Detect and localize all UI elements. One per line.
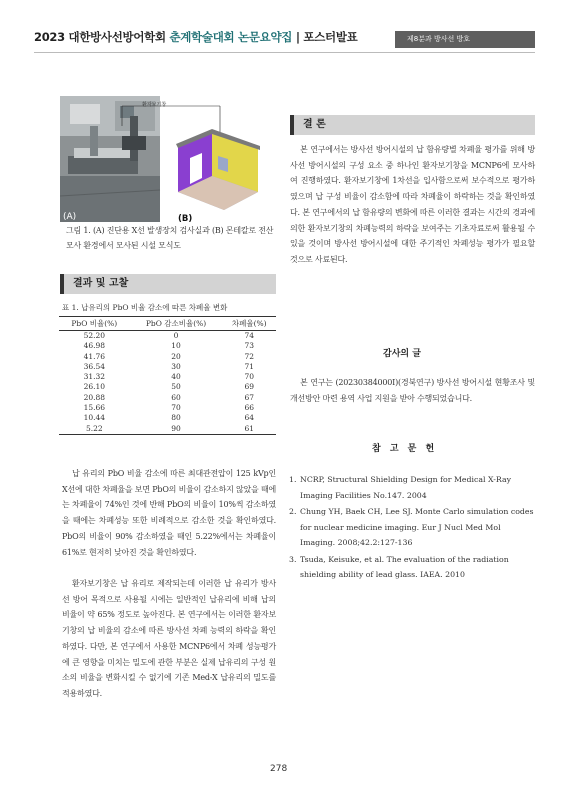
section-badge: 제8분과 방사선 방호 <box>395 31 535 48</box>
figure-image <box>60 96 272 222</box>
header-divider <box>34 52 535 53</box>
table-cell: 66 <box>244 403 255 413</box>
results-heading: 결과 및 고찰 <box>60 274 276 294</box>
reference-text: Chung YH, Baek CH, Lee SJ. Monte Carlo simulation codes for nuclear medicine imaging. Eur J Nucl Med Mol Imaging. 2008;42.2:127-136 <box>300 507 534 547</box>
table-row <box>59 372 276 382</box>
table-row <box>59 331 276 342</box>
xray-room-photo <box>60 96 160 222</box>
table-row <box>59 403 276 413</box>
table-cell: 31.32 <box>83 372 106 382</box>
table-cell: 61 <box>223 424 276 435</box>
table-cell: 80 <box>171 413 181 423</box>
table-cell: 69 <box>244 382 255 392</box>
table-cell: 70 <box>244 372 255 382</box>
reference-text: NCRP, Structural Shielding Design for Medical X-Ray Imaging Facilities No.147. 2004 <box>300 475 512 500</box>
shielding-table <box>59 316 276 435</box>
table-cell: 10.44 <box>83 413 106 423</box>
table-cell: 20 <box>171 351 181 361</box>
reference-item <box>289 472 535 503</box>
table-cell: 67 <box>244 392 255 402</box>
acknowledgement-paragraph: 본 연구는 (20230384000I)(경북연구) 방사선 방어시설 현황조사 및 개선방안 마련 용역 사업 지원을 받아 수행되었습니다. <box>290 378 535 403</box>
reference-number: 2. <box>289 507 297 516</box>
table-row <box>59 341 276 351</box>
table-cell: 70 <box>171 403 181 413</box>
table-cell: 15.66 <box>83 403 106 413</box>
viewing-window-label: 환자보기창 <box>142 102 167 108</box>
table-cell: 41.76 <box>83 351 106 361</box>
reference-item <box>289 552 535 583</box>
table-header-reduction: PbO 감소비율(%) <box>130 317 223 331</box>
table-row <box>59 413 276 423</box>
table-row <box>59 352 276 362</box>
header-title-event: 춘계학술대회 논문요약집 <box>169 30 293 44</box>
reference-item <box>289 504 535 551</box>
table-body <box>59 331 276 435</box>
table-row <box>59 424 276 435</box>
table-cell: 10 <box>171 341 181 351</box>
table-header-pbo-ratio: PbO 비율(%) <box>59 317 130 331</box>
figure-label-b: (B) <box>178 214 193 222</box>
reference-list <box>289 472 535 584</box>
table-cell: 90 <box>130 424 223 435</box>
conclusion-paragraph: 본 연구에서는 방사선 방어시설의 납 함유량별 차폐율 평가를 위해 방사선 방어시설의 구성 요소 중 하나인 환자보기창을 MCNP6에 모사하여 진행하였다. 환자보기창에 1차선을 입사함으로써 보수적으로 평가하였으며 납 구성 비율이 감소함에 따라 차폐율이 하락하는 것을 확인하였다. 본 연구에서의 납 함유량의 변화에 따른 이러한 결과는 시간의 경과에 의한 환자보기창의 차폐능력의 하락을 보여주는 기초자료로써 활용될 수 있을 것이며 방사선 방어시설에 대한 주기적인 차폐성능 평가가 필요할 것으로 사료된다. <box>290 145 535 264</box>
figure-caption: 그림 1. (A) 진단용 X선 발생장치 검사실과 (B) 몬테칼로 전산모사 환경에서 모사된 시설 모식도 <box>66 226 274 250</box>
table-row <box>59 362 276 372</box>
table-cell: 30 <box>171 361 181 371</box>
figure-label-a: (A) <box>63 212 77 222</box>
table-cell: 60 <box>171 392 181 402</box>
table-cell: 52.20 <box>83 331 106 340</box>
header-title <box>34 29 357 45</box>
header-title-year: 2023 대한방사선방어학회 <box>34 30 170 44</box>
references-heading: 참 고 문 헌 <box>372 444 438 454</box>
table-header-shielding: 차폐율(%) <box>223 317 276 331</box>
results-paragraph-1: 납 유리의 PbO 비율 감소에 따른 최대관전압이 125 kVp인 X선에 대한 차폐율을 보면 PbO의 비율이 감소하지 않았을 때에는 차폐율이 74%인 것에 반해 PbO의 비율이 10%씩 감소하였을 때에는 차폐성능 또한 비례적으로 감소한 것을 확인하였다. PbO의 비율이 90% 감소하였을 때인 5.22%에서는 차폐율이 61%로 현저히 낮아진 것을 확인하였다. <box>62 469 276 557</box>
reference-text: Tsuda, Keisuke, et al. The evaluation of the radiation shielding ability of lead glass. IAEA. 2010 <box>300 554 509 579</box>
results-paragraph-2: 환자보기창은 납 유리로 제작되는데 이러한 납 유리가 방사선 방어 목적으로 사용될 시에는 일반적인 납유리에 비해 납의 비율이 약 65% 정도로 높아진다. 본 연구에서는 이러한 환자보기창의 납 비율의 감소에 따른 방사선 차폐 능력의 하락을 확인하였다. 다만, 본 연구에서 사용한 MCNP6에서 차폐 성능평가에 큰 영향을 미치는 밀도에 관한 부분은 실제 납유리의 구성 원소의 비율을 변화시킬 수 없기에 기존 Med-X 납유리의 밀도를 적용하였다. <box>62 579 276 698</box>
table-title: 표 1. 납유리의 PbO 비율 감소에 따른 차폐율 변화 <box>62 303 228 312</box>
reference-number: 1. <box>289 475 297 484</box>
table-cell: 72 <box>244 351 255 361</box>
table-cell: 5.22 <box>59 424 130 435</box>
table-cell: 0 <box>173 331 179 340</box>
conclusion-heading: 결 론 <box>290 115 535 135</box>
table-cell: 50 <box>171 382 181 392</box>
page-number: 278 <box>270 764 288 774</box>
table-row <box>59 382 276 392</box>
table-cell: 36.54 <box>83 361 106 371</box>
table-cell: 73 <box>244 341 255 351</box>
table-cell: 40 <box>171 372 181 382</box>
table-cell: 46.98 <box>83 341 106 351</box>
table-cell: 26.10 <box>83 382 106 392</box>
acknowledgement-heading: 감사의 글 <box>383 349 421 359</box>
table-cell: 20.88 <box>83 392 106 402</box>
table-cell: 74 <box>244 331 255 340</box>
room-model-3d <box>176 129 260 210</box>
header-title-section: | 포스터발표 <box>292 30 358 44</box>
reference-number: 3. <box>289 554 297 564</box>
table-cell: 71 <box>244 361 255 371</box>
table-row <box>59 393 276 403</box>
table-cell: 64 <box>244 413 255 423</box>
